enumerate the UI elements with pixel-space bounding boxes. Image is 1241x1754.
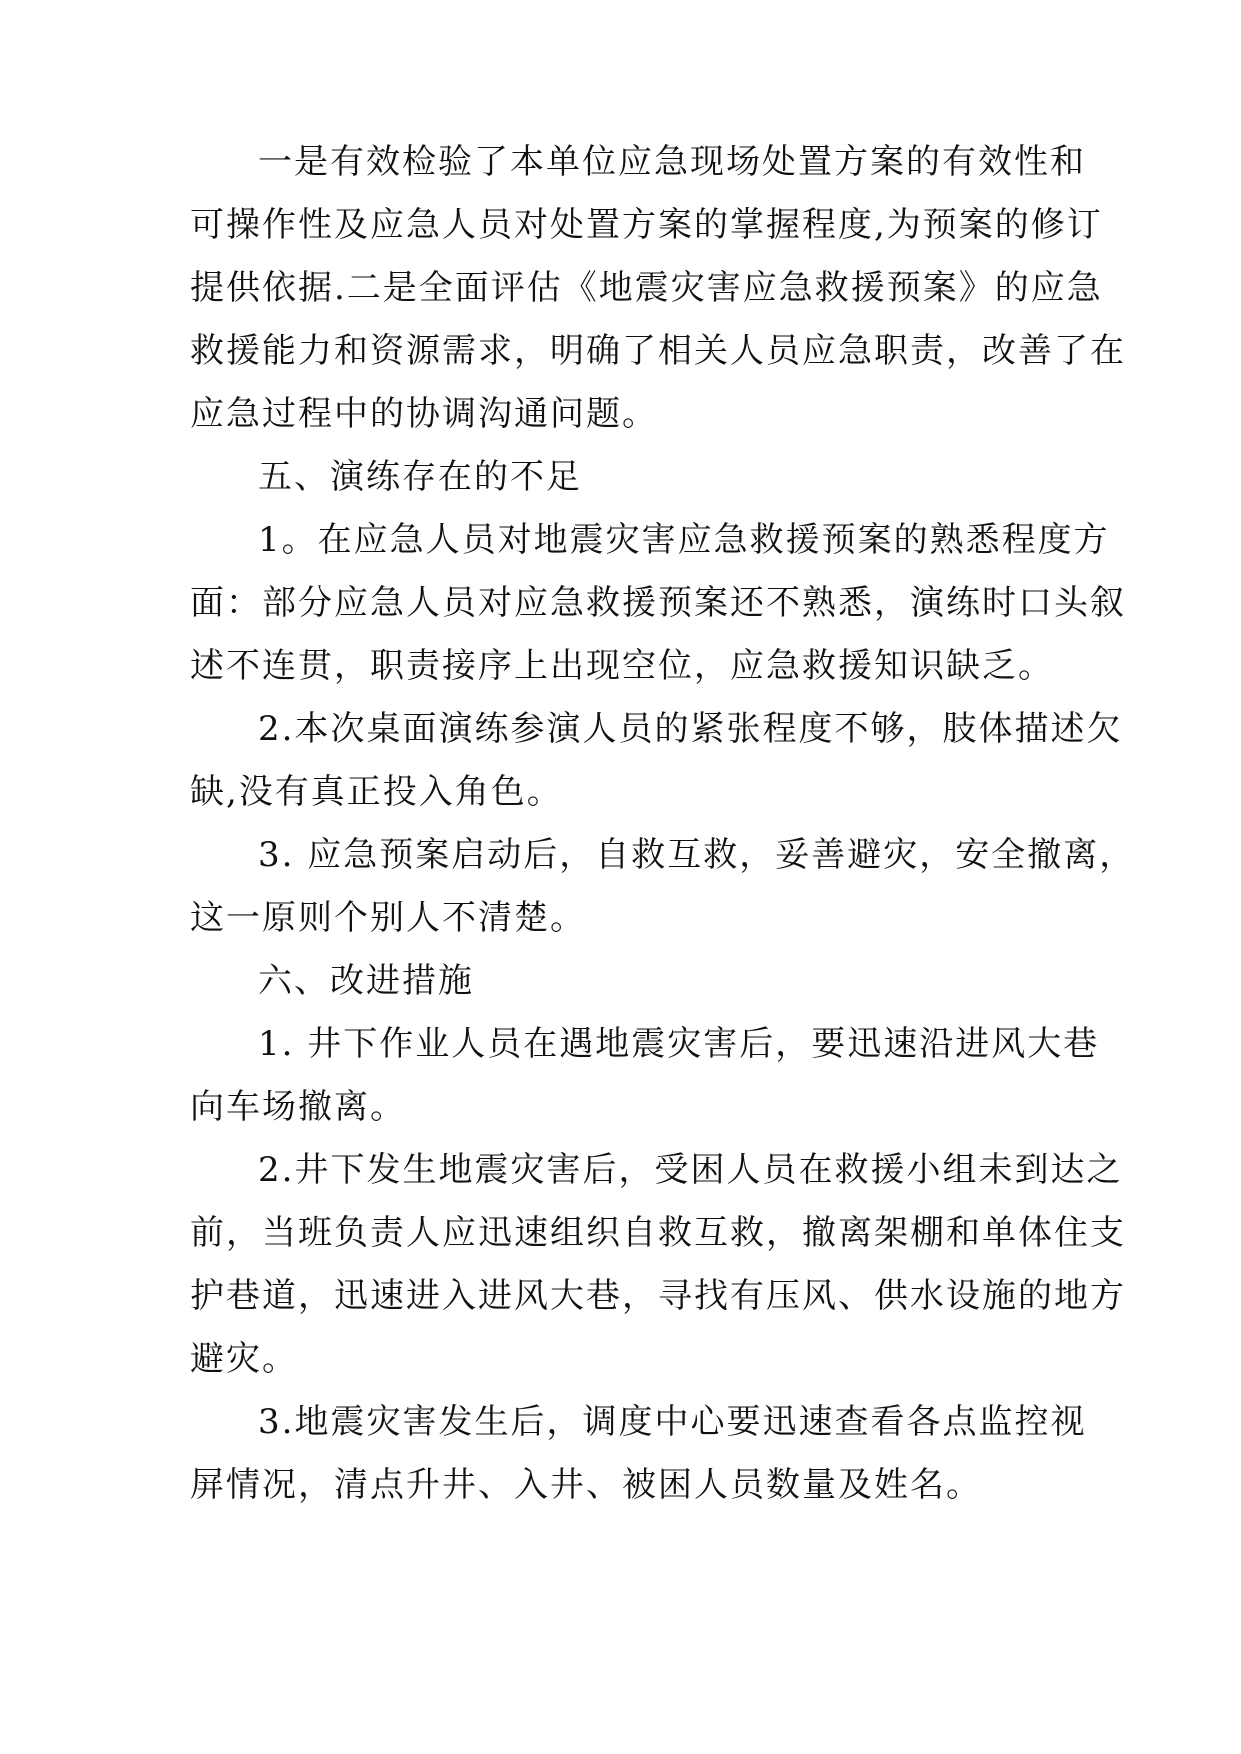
paragraph-line: 可操作性及应急人员对处置方案的掌握程度,为预案的修订	[190, 205, 1103, 245]
paragraph-line: 3.地震灾害发生后，调度中心要迅速查看各点监控视	[258, 1402, 1087, 1442]
paragraph-line: 前，当班负责人应迅速组织自救互救，撤离架棚和单体住支	[190, 1213, 1126, 1253]
paragraph-line: 2.本次桌面演练参演人员的紧张程度不够，肢体描述欠	[258, 709, 1123, 749]
paragraph-line: 述不连贯，职责接序上出现空位，应急救援知识缺乏。	[190, 646, 1054, 686]
paragraph-line: 2.井下发生地震灾害后，受困人员在救援小组未到达之	[258, 1150, 1123, 1190]
paragraph-line: 提供依据.二是全面评估《地震灾害应急救援预案》的应急	[190, 268, 1103, 308]
paragraph-line: 一是有效检验了本单位应急现场处置方案的有效性和	[258, 142, 1086, 182]
paragraph-line: 屏情况，清点升井、入井、被困人员数量及姓名。	[190, 1465, 982, 1505]
paragraph-line: 3. 应急预案启动后，自救互救，妥善避灾，安全撤离，	[258, 835, 1136, 875]
paragraph-line: 向车场撤离。	[190, 1087, 406, 1127]
paragraph-line: 1. 井下作业人员在遇地震灾害后，要迅速沿进风大巷	[258, 1024, 1100, 1064]
paragraph-line: 救援能力和资源需求，明确了相关人员应急职责，改善了在	[190, 331, 1126, 371]
paragraph-line: 应急过程中的协调沟通问题。	[190, 394, 658, 434]
section-heading: 五、演练存在的不足	[258, 457, 582, 497]
paragraph-line: 面：部分应急人员对应急救援预案还不熟悉，演练时口头叙	[190, 583, 1126, 623]
paragraph-line: 1。在应急人员对地震灾害应急救援预案的熟悉程度方	[258, 520, 1110, 560]
paragraph-line: 护巷道，迅速进入进风大巷，寻找有压风、供水设施的地方	[190, 1276, 1126, 1316]
paragraph-line: 避灾。	[190, 1339, 298, 1379]
paragraph-line: 缺,没有真正投入角色。	[190, 772, 563, 812]
section-heading: 六、改进措施	[258, 961, 474, 1001]
paragraph-line: 这一原则个别人不清楚。	[190, 898, 586, 938]
